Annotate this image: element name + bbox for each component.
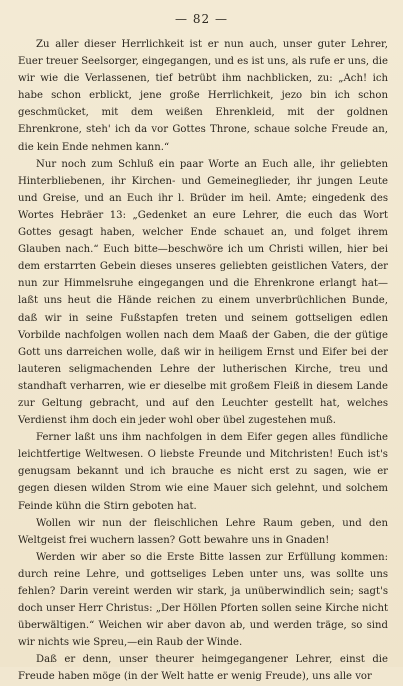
paragraph: Wollen wir nun der fleischlichen Lehre Raum geben, und den Weltgeist frei wuchern lassen? Gott bewahre uns in Gnaden! <box>18 517 388 546</box>
paragraph: Daß er denn, unser theurer heimgegangener Lehrer, einst die Freude haben möge (in der Welt hatte er wenig Freude), uns alle vor <box>18 654 388 683</box>
page-number: — 82 — <box>175 12 228 26</box>
paragraph: Zu aller dieser Herrlichkeit ist er nun auch, unser guter Lehrer, Euer treuer Seelsorger, eingegangen, und es ist uns, als rufe er uns, die wir wie die Verlassenen, tief betrübt ihm nachblicken, zu: „Ach! ich habe schon erblickt, jene große Herrlichkeit, jezo bin ich schon geschmücket, mit dem weißen Ehrenkleid, mit der goldnen Ehrenkrone, steh' ich da vor Gottes Throne, schaue solche Freude an, die kein Ende nehmen kann.“ <box>18 39 388 153</box>
paragraph: Werden wir aber so die Erste Bitte lassen zur Erfüllung kommen: durch reine Lehre, und gottseliges Leben unter uns, was sollte uns fehlen? Darin vereint werden wir stark, ja unüberwindlich sein; sagt's doch unser Herr Christus: „Der Höllen Pforten sollen seine Kirche nicht überwältigen.“ Weichen wir aber davon ab, und werden träge, so sind wir nichts wie Spreu,—ein Raub der Winde. <box>18 551 388 649</box>
body-text <box>18 36 388 686</box>
paragraph: Ferner laßt uns ihm nachfolgen in dem Eifer gegen alles fündliche leichtfertige Weltwesen. O liebste Freunde und Mitchristen! Euch ist's genugsam bekannt und ich brauche es nicht erst zu sagen, wie er gegen diesen wilden Strom wie eine Mauer sich gelehnt, und solchem Feinde kühn die Stirn geboten hat. <box>18 432 388 512</box>
paragraph: Nur noch zum Schluß ein paar Worte an Euch alle, ihr geliebten Hinterbliebenen, ihr Kirchen- und Gemeineglieder, ihr jungen Leute und Greise, und an Euch ihr l. Brüder im heil. Amte; eingedenk des Wortes Hebräer 13: „Gedenket an eure Lehrer, die euch das Wort Gottes gesagt haben, welcher Ende schauet an, und folget ihrem Glauben nach.“ Euch bitte—beschwöre ich um Christi willen, hier bei dem erstarrten Gebein dieses unseres geliebten geistlichen Vaters, der nun zur Himmelsruhe eingegangen und die Ehrenkrone erlangt hat—laßt uns heut die Hände reichen zu einem unverbrüchlichen Bunde, daß wir in seine Fußstapfen treten und seinem gottseligen edlen Vorbilde nachfolgen wollen nach dem Maaß der Gaben, die der gütige Gott uns darreichen wolle, daß wir in heiligem Ernst und Eifer bei der lauteren seligmachenden Lehre der lutherischen Kirche, treu und standhaft verharren, wie er dieselbe mit großem Fleiß in diesem Lande zur Geltung gebracht, und auf den Leuchter gestellt hat, welches Verdienst ihm doch ein jeder wohl ober übel zugestehen muß. <box>18 158 388 427</box>
